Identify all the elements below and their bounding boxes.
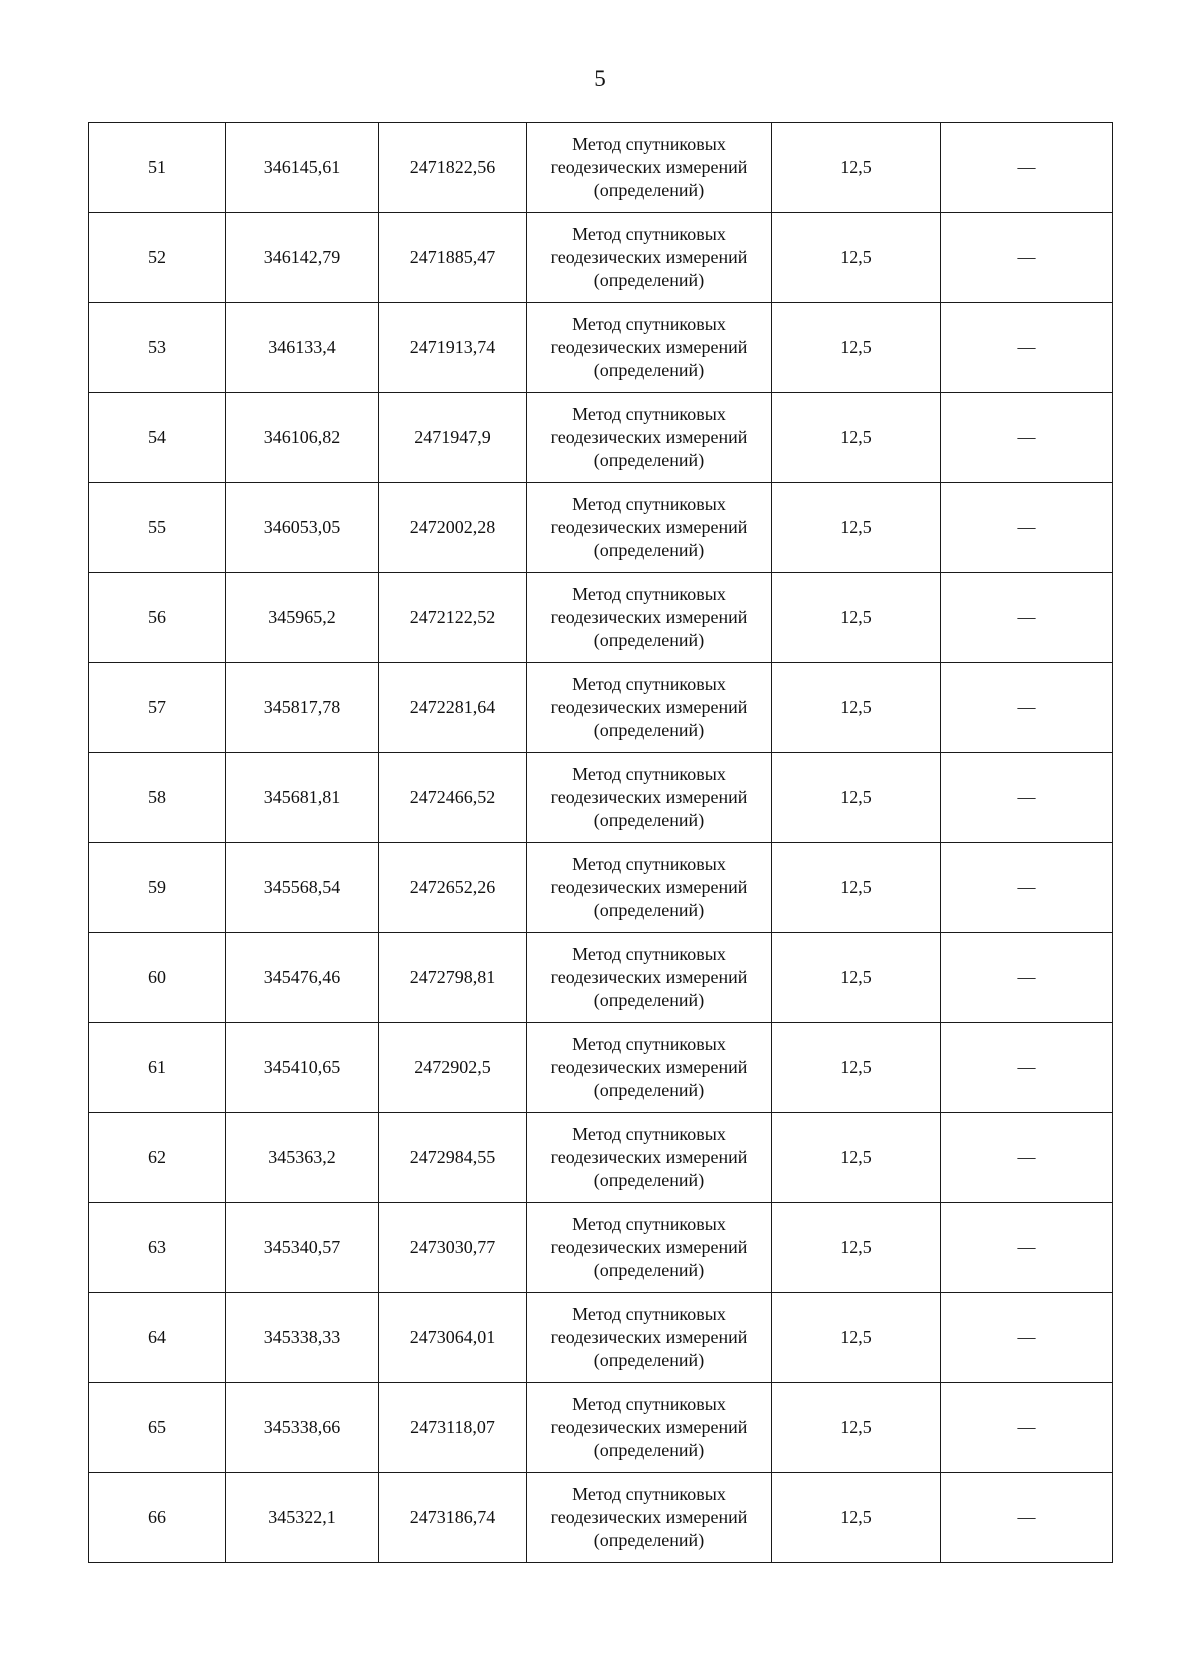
method-cell [527,933,772,1023]
note-cell: — [941,483,1113,573]
method-line: (определений) [593,1170,705,1190]
point-number-cell: 56 [89,573,226,663]
method-line: Метод спутниковых [572,1034,726,1054]
table-row [89,123,1113,213]
note-cell: — [941,843,1113,933]
y-coordinate-cell: 2472122,52 [379,573,527,663]
table-row [89,663,1113,753]
method-cell [527,663,772,753]
accuracy-cell: 12,5 [772,123,941,213]
method-cell [527,1293,772,1383]
note-cell: — [941,1113,1113,1203]
y-coordinate-cell: 2472002,28 [379,483,527,573]
method-cell [527,1023,772,1113]
method-cell [527,1473,772,1563]
point-number-cell: 64 [89,1293,226,1383]
table-row [89,483,1113,573]
x-coordinate-cell: 345681,81 [226,753,379,843]
method-line: (определений) [593,1530,705,1550]
method-line: геодезических измерений [550,1507,748,1527]
method-line: Метод спутниковых [572,944,726,964]
note-cell: — [941,393,1113,483]
x-coordinate-cell: 346106,82 [226,393,379,483]
method-line: геодезических измерений [550,1057,748,1077]
method-line: геодезических измерений [550,1237,748,1257]
y-coordinate-cell: 2472798,81 [379,933,527,1023]
method-line: Метод спутниковых [572,404,726,424]
point-number-cell: 53 [89,303,226,393]
point-number-cell: 63 [89,1203,226,1293]
method-line: (определений) [593,1350,705,1370]
accuracy-cell: 12,5 [772,213,941,303]
method-line: геодезических измерений [550,157,748,177]
method-line: (определений) [593,630,705,650]
method-line: Метод спутниковых [572,584,726,604]
method-line: геодезических измерений [550,247,748,267]
accuracy-cell: 12,5 [772,483,941,573]
note-cell: — [941,753,1113,843]
x-coordinate-cell: 345338,66 [226,1383,379,1473]
accuracy-cell: 12,5 [772,753,941,843]
y-coordinate-cell: 2471947,9 [379,393,527,483]
y-coordinate-cell: 2471885,47 [379,213,527,303]
method-line: геодезических измерений [550,967,748,987]
y-coordinate-cell: 2471913,74 [379,303,527,393]
method-line: геодезических измерений [550,1417,748,1437]
note-cell: — [941,1203,1113,1293]
note-cell: — [941,573,1113,663]
method-cell [527,1113,772,1203]
y-coordinate-cell: 2473064,01 [379,1293,527,1383]
method-line: Метод спутниковых [572,1304,726,1324]
table-row [89,1203,1113,1293]
method-line: (определений) [593,1080,705,1100]
x-coordinate-cell: 346145,61 [226,123,379,213]
y-coordinate-cell: 2472281,64 [379,663,527,753]
y-coordinate-cell: 2471822,56 [379,123,527,213]
method-line: Метод спутниковых [572,1484,726,1504]
accuracy-cell: 12,5 [772,1203,941,1293]
method-line: геодезических измерений [550,1147,748,1167]
accuracy-cell: 12,5 [772,843,941,933]
method-line: (определений) [593,540,705,560]
x-coordinate-cell: 345817,78 [226,663,379,753]
accuracy-cell: 12,5 [772,1383,941,1473]
accuracy-cell: 12,5 [772,393,941,483]
table-body [89,123,1113,1563]
x-coordinate-cell: 345322,1 [226,1473,379,1563]
x-coordinate-cell: 346133,4 [226,303,379,393]
method-line: (определений) [593,180,705,200]
method-line: геодезических измерений [550,1327,748,1347]
method-cell [527,843,772,933]
method-line: (определений) [593,900,705,920]
accuracy-cell: 12,5 [772,1113,941,1203]
note-cell: — [941,1383,1113,1473]
note-cell: — [941,1293,1113,1383]
note-cell: — [941,933,1113,1023]
x-coordinate-cell: 345568,54 [226,843,379,933]
method-line: (определений) [593,450,705,470]
x-coordinate-cell: 345340,57 [226,1203,379,1293]
method-line: (определений) [593,1440,705,1460]
note-cell: — [941,663,1113,753]
x-coordinate-cell: 345476,46 [226,933,379,1023]
method-line: (определений) [593,720,705,740]
accuracy-cell: 12,5 [772,663,941,753]
note-cell: — [941,1473,1113,1563]
x-coordinate-cell: 346142,79 [226,213,379,303]
method-line: геодезических измерений [550,337,748,357]
point-number-cell: 51 [89,123,226,213]
method-line: геодезических измерений [550,697,748,717]
method-line: Метод спутниковых [572,1394,726,1414]
accuracy-cell: 12,5 [772,1293,941,1383]
method-line: геодезических измерений [550,877,748,897]
table-row [89,753,1113,843]
method-line: Метод спутниковых [572,494,726,514]
point-number-cell: 57 [89,663,226,753]
method-cell [527,753,772,843]
point-number-cell: 55 [89,483,226,573]
method-cell [527,483,772,573]
method-line: геодезических измерений [550,607,748,627]
method-line: Метод спутниковых [572,1214,726,1234]
note-cell: — [941,303,1113,393]
method-line: геодезических измерений [550,787,748,807]
y-coordinate-cell: 2473030,77 [379,1203,527,1293]
point-number-cell: 52 [89,213,226,303]
point-number-cell: 65 [89,1383,226,1473]
method-line: Метод спутниковых [572,1124,726,1144]
table-row [89,933,1113,1023]
method-line: (определений) [593,1260,705,1280]
note-cell: — [941,1023,1113,1113]
method-cell [527,213,772,303]
table-row [89,393,1113,483]
y-coordinate-cell: 2472652,26 [379,843,527,933]
method-line: Метод спутниковых [572,134,726,154]
y-coordinate-cell: 2472902,5 [379,1023,527,1113]
method-line: геодезических измерений [550,427,748,447]
method-cell [527,1203,772,1293]
table-row [89,213,1113,303]
y-coordinate-cell: 2473118,07 [379,1383,527,1473]
table-row [89,1113,1113,1203]
table-row [89,573,1113,663]
method-cell [527,303,772,393]
point-number-cell: 61 [89,1023,226,1113]
accuracy-cell: 12,5 [772,303,941,393]
point-number-cell: 60 [89,933,226,1023]
method-cell [527,1383,772,1473]
table-row [89,1383,1113,1473]
table-row [89,843,1113,933]
accuracy-cell: 12,5 [772,1023,941,1113]
note-cell: — [941,123,1113,213]
x-coordinate-cell: 345410,65 [226,1023,379,1113]
method-line: Метод спутниковых [572,314,726,334]
x-coordinate-cell: 345338,33 [226,1293,379,1383]
method-line: Метод спутниковых [572,674,726,694]
method-cell [527,573,772,663]
table-row [89,303,1113,393]
point-number-cell: 66 [89,1473,226,1563]
table-row [89,1023,1113,1113]
accuracy-cell: 12,5 [772,1473,941,1563]
table-row [89,1293,1113,1383]
method-line: (определений) [593,990,705,1010]
x-coordinate-cell: 345965,2 [226,573,379,663]
method-line: (определений) [593,810,705,830]
method-line: Метод спутниковых [572,764,726,784]
x-coordinate-cell: 345363,2 [226,1113,379,1203]
method-cell [527,393,772,483]
method-line: (определений) [593,270,705,290]
method-line: (определений) [593,360,705,380]
point-number-cell: 59 [89,843,226,933]
y-coordinate-cell: 2472984,55 [379,1113,527,1203]
point-number-cell: 62 [89,1113,226,1203]
point-number-cell: 58 [89,753,226,843]
y-coordinate-cell: 2473186,74 [379,1473,527,1563]
method-line: Метод спутниковых [572,224,726,244]
accuracy-cell: 12,5 [772,933,941,1023]
page-number: 5 [594,66,606,91]
y-coordinate-cell: 2472466,52 [379,753,527,843]
coordinates-table [88,122,1113,1563]
note-cell: — [941,213,1113,303]
method-line: Метод спутниковых [572,854,726,874]
point-number-cell: 54 [89,393,226,483]
accuracy-cell: 12,5 [772,573,941,663]
method-line: геодезических измерений [550,517,748,537]
x-coordinate-cell: 346053,05 [226,483,379,573]
table-row [89,1473,1113,1563]
method-cell [527,123,772,213]
